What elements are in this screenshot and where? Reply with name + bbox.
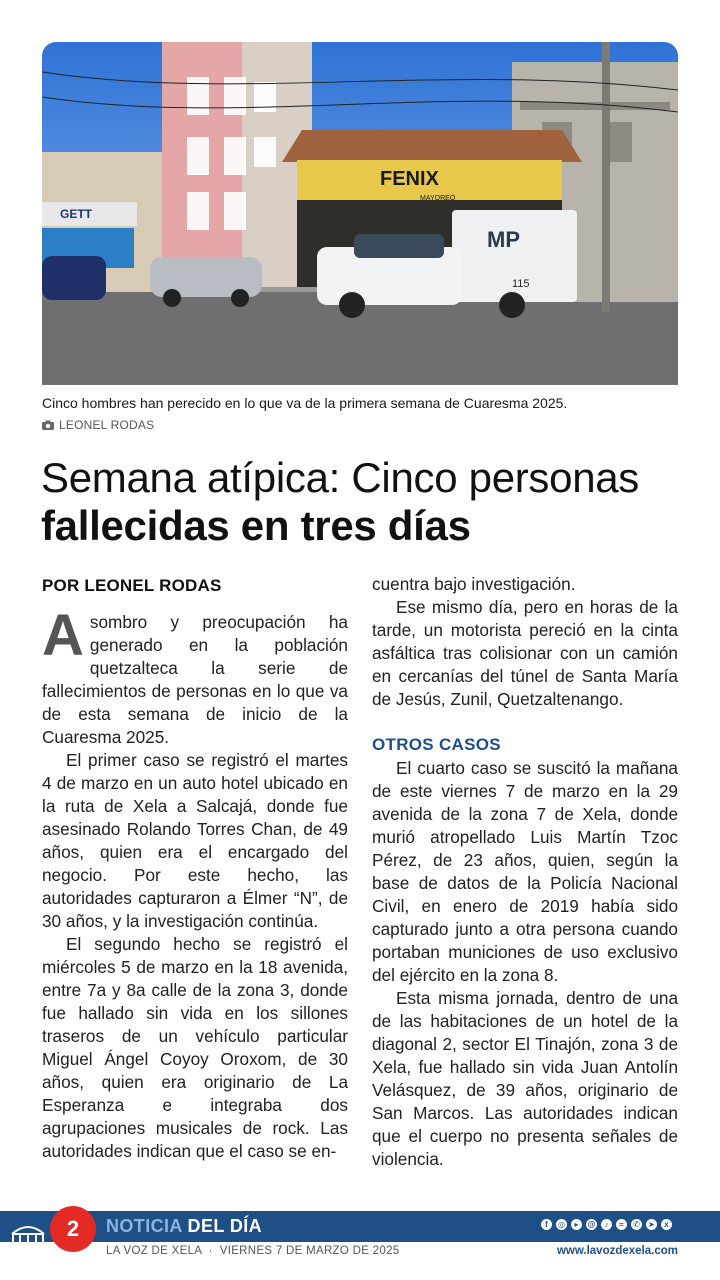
instagram-icon[interactable]: ◎ xyxy=(556,1219,567,1230)
youtube-icon[interactable]: ▸ xyxy=(571,1219,582,1230)
byline: POR LEONEL RODAS xyxy=(42,576,222,595)
vehicle-logo-text: MP xyxy=(487,227,520,252)
photo-caption: Cinco hombres han perecido en lo que va de la primera semana de Cuaresma 2025. xyxy=(42,395,568,411)
article-paragraph: Esta misma jornada, dentro de una de las habitaciones de un hotel de la diagonal 2, sector El Tinajón, zona 3 de Xela, fue hallado sin vida Juan Antolín Velásquez, de 39 años, originario de San Marcos. Las autoridades indican que el cuerpo no presenta señales de violencia. xyxy=(372,988,678,1169)
publication-date: VIERNES 7 DE MARZO DE 2025 xyxy=(219,1245,400,1257)
camera-icon xyxy=(42,420,54,430)
photo-credit xyxy=(42,418,154,432)
street-scene-illustration xyxy=(42,42,678,385)
spotify-icon[interactable]: ≈ xyxy=(616,1219,627,1230)
x-icon[interactable]: x xyxy=(661,1219,672,1230)
photo-credit-name: LEONEL RODAS xyxy=(59,418,155,432)
shop-sign-text: GETT xyxy=(60,207,92,221)
dropcap: A xyxy=(42,603,84,668)
social-icons xyxy=(541,1219,672,1230)
store-sign-text: FENIX xyxy=(380,168,439,190)
article-paragraph: El cuarto caso se suscitó la mañana de este viernes 7 de marzo en la 29 avenida de la zona 7 de Xela, donde murió atropellado Luis Martín Tzoc Pérez, de 23 años, quien, según la base de datos de la Policía Nacional Civil, en enero de 2019 había sido capturado junto a otra persona cuando portaban municiones de uso exclusivo del ejército en la zona 8. xyxy=(372,758,678,985)
facebook-icon[interactable]: f xyxy=(541,1219,552,1230)
article-column-left xyxy=(42,574,348,1163)
publication-name: LA VOZ DE XELA xyxy=(106,1245,202,1257)
article-column-right xyxy=(372,573,678,1171)
telegram-icon[interactable]: ➤ xyxy=(646,1219,657,1230)
store-sign-subtext: MAYOREO xyxy=(420,195,456,202)
article-paragraph xyxy=(42,603,348,749)
section-title xyxy=(106,1216,262,1237)
whatsapp-icon[interactable]: ✆ xyxy=(631,1219,642,1230)
section-title-word2: DEL DÍA xyxy=(187,1216,263,1236)
headline-line-2: fallecidas en tres días xyxy=(41,502,471,549)
vehicle-number-text: 115 xyxy=(512,278,530,290)
article-photo xyxy=(42,42,678,385)
article-paragraph: Ese mismo día, pero en horas de la tarde, un motorista pereció en la cinta asfáltica tras colisionar con un camión en cercanías del túnel de Santa María de Jesús, Zunil, Quetzaltenango. xyxy=(372,597,678,709)
headline xyxy=(41,454,681,550)
tiktok-icon[interactable]: ♪ xyxy=(601,1219,612,1230)
publication-logo-icon xyxy=(10,1220,46,1248)
website-link[interactable]: www.lavozdexela.com xyxy=(556,1245,678,1257)
article-paragraph: El primer caso se registró el martes 4 de marzo en un auto hotel ubicado en la ruta de Xela a Salcajá, donde fue asesinado Rolando Torres Chan, de 49 años, quien era el encargado del negocio. Por este hecho, las autoridades capturaron a Élmer “N”, de 30 años, y la investigación continúa. xyxy=(42,750,348,931)
article-paragraph: El segundo hecho se registró el miércoles 5 de marzo en la 18 avenida, entre 7a y 8a calle de la zona 3, donde fue hallado sin vida en los sillones traseros de un vehículo particular Miguel Ángel Coyoy Oroxom, de 30 años, quien era originario de La Esperanza e integraba dos agrupaciones musicales de rock. Las autoridades indican que el caso se en- xyxy=(42,934,348,1161)
article-paragraph-continued: cuentra bajo investigación. xyxy=(372,574,576,594)
subheading: OTROS CASOS xyxy=(372,735,501,754)
page-number-badge: 2 xyxy=(50,1206,96,1252)
threads-icon[interactable]: @ xyxy=(587,1220,596,1229)
footer-publication-date xyxy=(106,1245,399,1257)
paragraph-text: sombro y preocupación ha generado en la población quetzalteca la serie de fallecimientos de personas en lo que va de esta semana de inicio de la Cuaresma 2025. xyxy=(42,612,348,747)
headline-line-1: Semana atípica: Cinco personas xyxy=(41,454,640,501)
separator: · xyxy=(208,1245,213,1257)
section-title-word1: NOTICIA xyxy=(106,1216,183,1236)
